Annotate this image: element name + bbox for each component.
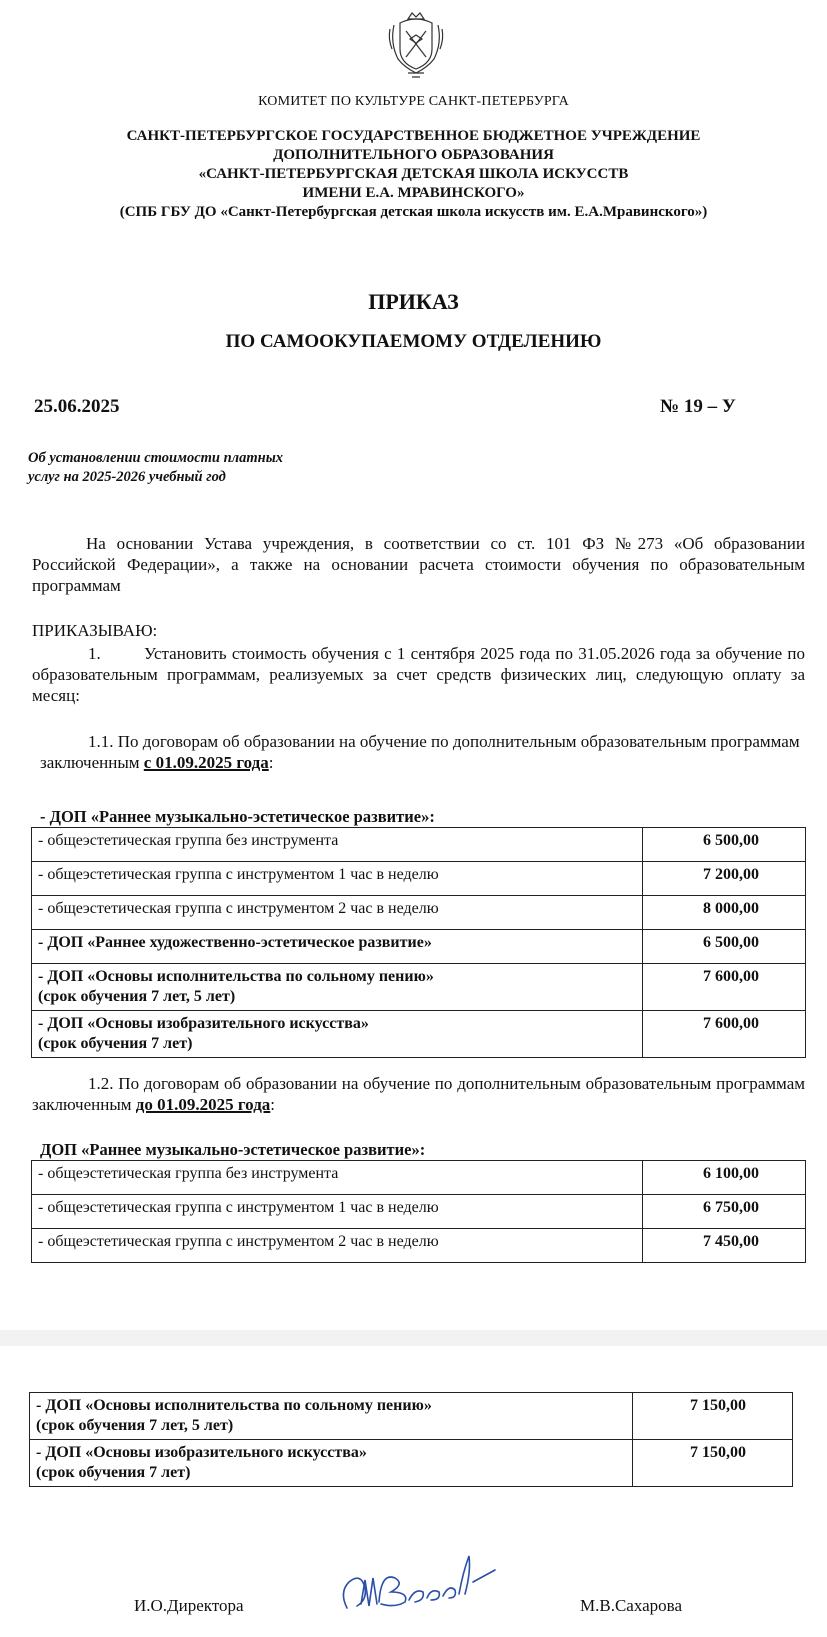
order-subtitle: ПО САМООКУПАЕМОМУ ОТДЕЛЕНИЮ [225, 331, 602, 352]
row-value: 6 100,00 [643, 1161, 806, 1195]
item-1-1-suffix: : [268, 753, 274, 772]
row-label-multiline [30, 1440, 633, 1487]
order-subject-line-1: Об установлении стоимости платных [28, 450, 284, 466]
coat-of-arms-icon [386, 9, 446, 79]
item-1-1-date: с 01.09.2025 года [143, 753, 269, 772]
row-value: 8 000,00 [643, 896, 806, 930]
table-row [32, 1195, 806, 1229]
signer-name: М.В.Сахарова [580, 1596, 683, 1615]
row-value: 7 150,00 [633, 1393, 793, 1440]
price-table-1 [31, 827, 806, 1058]
row-label-line-2: (срок обучения 7 лет, 5 лет) [38, 988, 236, 1005]
institution-line-2: ДОПОЛНИТЕЛЬНОГО ОБРАЗОВАНИЯ [273, 147, 554, 163]
table-row [32, 828, 806, 862]
order-subject-line-2: услуг на 2025-2026 учебный год [28, 469, 226, 485]
price-table-2 [31, 1160, 806, 1263]
table-row [30, 1393, 793, 1440]
row-label-multiline [30, 1393, 633, 1440]
table-2-heading: ДОП «Раннее музыкально-эстетическое развитие»: [40, 1140, 426, 1159]
row-value: 7 600,00 [643, 964, 806, 1011]
item-1-1-text [40, 731, 800, 773]
table-1-heading: - ДОП «Раннее музыкально-эстетическое развитие»: [40, 807, 435, 826]
order-number: № 19 – У [660, 396, 736, 417]
table-row [30, 1440, 793, 1487]
row-label: - общеэстетическая группа без инструмента [32, 828, 643, 862]
item-1-number: 1. [88, 644, 101, 663]
row-value: 7 150,00 [633, 1440, 793, 1487]
table-row [32, 862, 806, 896]
institution-line-5: (СПБ ГБУ ДО «Санкт-Петербургская детская школа искусств им. Е.А.Мравинского») [119, 204, 708, 220]
table-row [32, 1011, 806, 1058]
row-label: - общеэстетическая группа с инструментом 1 час в неделю [32, 1195, 643, 1229]
price-table-3 [29, 1392, 793, 1487]
row-value: 6 750,00 [643, 1195, 806, 1229]
signer-role: И.О.Директора [134, 1596, 244, 1615]
row-label-multiline [32, 964, 643, 1011]
item-1-text: Установить стоимость обучения с 1 сентября 2025 года по 31.05.2026 года за обучение по образовательным программам, реализуемых за счет средств физических лиц, следующую оплату за месяц: [32, 644, 805, 705]
committee-name: КОМИТЕТ ПО КУЛЬТУРЕ САНКТ-ПЕТЕРБУРГА [258, 94, 569, 109]
row-label: - ДОП «Раннее художественно-эстетическое развитие» [32, 930, 643, 964]
institution-line-4: ИМЕНИ Е.А. МРАВИНСКОГО» [302, 185, 525, 201]
row-label-line-2: (срок обучения 7 лет) [38, 1035, 193, 1052]
row-label: - общеэстетическая группа без инструмента [32, 1161, 643, 1195]
row-label-line-1: - ДОП «Основы изобразительного искусства» [36, 1444, 367, 1461]
row-value: 7 200,00 [643, 862, 806, 896]
row-label-line-2: (срок обучения 7 лет) [36, 1464, 191, 1481]
table-row [32, 896, 806, 930]
order-title: ПРИКАЗ [368, 289, 459, 314]
handwritten-signature-icon [335, 1542, 505, 1622]
row-label-line-1: - ДОП «Основы исполнительства по сольному пению» [38, 968, 434, 985]
table-row [32, 1229, 806, 1263]
row-label-line-1: - ДОП «Основы изобразительного искусства» [38, 1015, 369, 1032]
institution-line-3: «САНКТ-ПЕТЕРБУРГСКАЯ ДЕТСКАЯ ШКОЛА ИСКУССТВ [198, 166, 629, 182]
order-date: 25.06.2025 [34, 396, 120, 417]
row-label: - общеэстетическая группа с инструментом 2 час в неделю [32, 896, 643, 930]
table-row [32, 964, 806, 1011]
item-1-2-prefix: 1.2. По договорам об образовании на обучение по дополнительным образовательным программам заключенным [32, 1074, 805, 1114]
row-value: 6 500,00 [643, 930, 806, 964]
page-2 [0, 1346, 827, 1637]
item-1-1-prefix: 1.1. По договорам об образовании на обучение по дополнительным образовательным программам заключенным [40, 732, 800, 772]
row-label: - общеэстетическая группа с инструментом 1 час в неделю [32, 862, 643, 896]
row-label-line-1: - ДОП «Основы исполнительства по сольному пению» [36, 1397, 432, 1414]
row-label-line-2: (срок обучения 7 лет, 5 лет) [36, 1417, 234, 1434]
item-1-2-text [32, 1073, 805, 1115]
order-word: ПРИКАЗЫВАЮ: [32, 621, 158, 640]
preamble-paragraph: На основании Устава учреждения, в соответствии со ст. 101 ФЗ №273 «Об образовании Российской Федерации», а также на основании расчета стоимости обучения по образовательным программам [32, 534, 805, 595]
table-row [32, 1161, 806, 1195]
institution-line-1: САНКТ-ПЕТЕРБУРГСКОЕ ГОСУДАРСТВЕННОЕ БЮДЖЕТНОЕ УЧРЕЖДЕНИЕ [126, 128, 701, 144]
row-label-multiline [32, 1011, 643, 1058]
item-1-2-date: до 01.09.2025 года [135, 1095, 271, 1114]
row-label: - общеэстетическая группа с инструментом 2 час в неделю [32, 1229, 643, 1263]
table-row [32, 930, 806, 964]
item-1-2-suffix: : [270, 1095, 276, 1114]
row-value: 7 600,00 [643, 1011, 806, 1058]
row-value: 6 500,00 [643, 828, 806, 862]
row-value: 7 450,00 [643, 1229, 806, 1263]
